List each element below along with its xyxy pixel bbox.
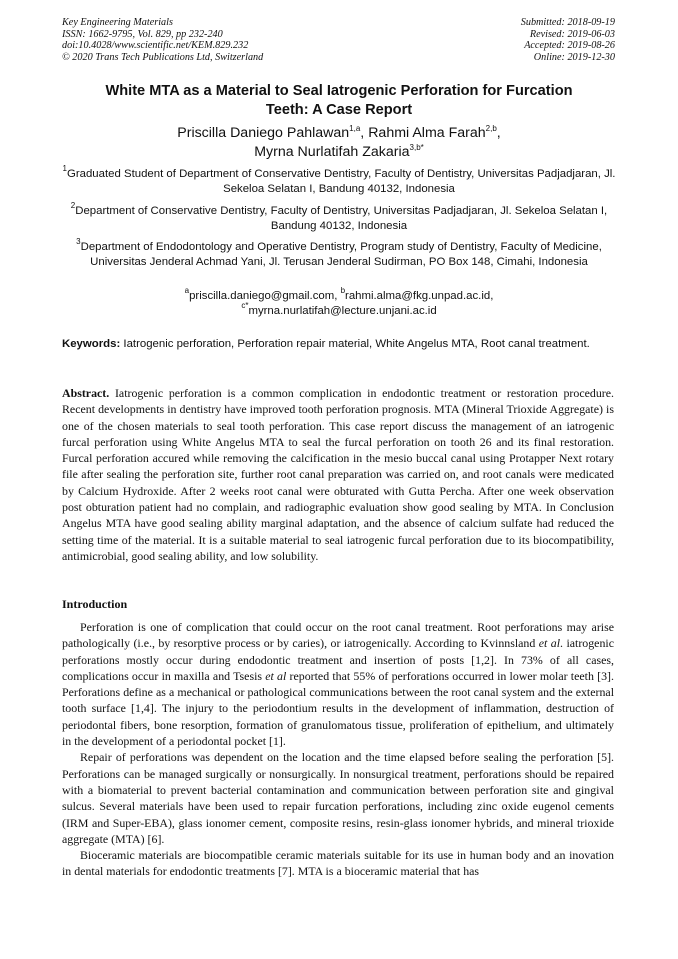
email-marker: b — [340, 286, 346, 295]
section-heading-introduction: Introduction — [62, 597, 128, 611]
email-line-2 — [62, 301, 616, 319]
date-revised: Revised: 2019-06-03 — [529, 28, 615, 40]
italic-text: et al — [538, 636, 561, 651]
author-emails — [62, 286, 616, 319]
affiliation-1 — [62, 164, 616, 197]
author-2-affil: 2,b — [485, 124, 497, 133]
keywords-text: Iatrogenic perforation, Perforation repair material, White Angelus MTA, Root canal treatment. — [120, 338, 590, 350]
date-accepted: Accepted: 2019-08-26 — [524, 40, 615, 52]
author-list — [62, 124, 616, 161]
author-3-affil: 3,b* — [409, 142, 424, 152]
affiliation-3 — [62, 237, 616, 270]
keywords-label: Keywords: — [62, 338, 121, 350]
affiliation-marker: 1 — [62, 164, 67, 173]
author-3: Myrna Nurlatifah Zakaria — [254, 143, 410, 160]
title-line-2: Teeth: A Case Report — [265, 101, 413, 118]
author-2: Rahmi Alma Farah — [368, 125, 486, 141]
italic-text: et al — [265, 668, 287, 683]
email-a: priscilla.daniego@gmail.com, — [189, 290, 341, 302]
paragraph-text: . iatrogenic perforations mostly occur during endodontic treatment and insertion of posts [1,2]. In 73% of all cases, complications occur in maxilla and Tsesis — [62, 636, 614, 683]
keywords — [62, 337, 614, 353]
affiliation-marker: 3 — [76, 237, 81, 246]
introduction-body — [62, 619, 614, 880]
paragraph-text: reported that 55% of perforations occurred in lower molar teeth [3]. Perforations define as a mechanical or pathological communications between the root canal system and the external tooth surface [1,4]. The injury to the periodontium results in the development of inflammation, destruction of periodontal fibers, bone resorption, formation of granulomatous tissue, proliferation of epithelium, and ultimately in the development of a periodontal pocket [1]. — [62, 668, 614, 749]
email-line-1 — [62, 286, 616, 304]
author-separator: , — [360, 125, 369, 141]
email-marker: a — [184, 286, 190, 295]
author-separator: , — [496, 125, 501, 141]
paper-title — [62, 82, 616, 119]
paragraph: Repair of perforations was dependent on the location and the time elapsed before sealing the perforation [5]. Perforations can be managed surgically or nonsurgically. In nonsurgical treatment, perforations should be repaired with a biomaterial to prevent bacterial contamination and communication between perforation site and gingival sulcus. Several materials have been used to repair furcation perforations, including zinc oxide eugenol cements (IRM and Super-EBA), glass ionomer cement, composite resins, resin-glass ionomer hybrids, and mineral trioxide aggregate (MTA) [6]. — [62, 750, 614, 846]
email-marker: c* — [241, 301, 249, 310]
affiliation-text: Department of Conservative Dentistry, Faculty of Dentistry, Universitas Padjadjaran, Jl. Sekeloa Selatan I, Bandung 40132, Indonesia — [75, 205, 608, 232]
abstract — [62, 385, 614, 564]
paragraph — [62, 619, 614, 749]
publication-dates — [521, 17, 615, 63]
email-c: myrna.nurlatifah@lecture.unjani.ac.id — [248, 305, 437, 317]
author-line-2 — [62, 143, 616, 162]
affiliation-text: Department of Endodontology and Operative Dentistry, Program study of Dentistry, Faculty of Medicine, Universitas Jenderal Achmad Yani, Jl. Terusan Jenderal Sudirman, PO Box 148, Cimahi, Indonesia — [80, 241, 602, 268]
affiliation-marker: 2 — [70, 201, 76, 210]
abstract-label: Abstract. — [62, 386, 110, 400]
paragraph: Bioceramic materials are biocompatible ceramic materials suitable for its use in human body and an inovation in dental materials for endodontic treatments [7]. MTA is a bioceramic material that has — [62, 848, 614, 879]
paragraph-text: Perforation is one of complication that could occur on the root canal treatment. Root perforations may arise pathologically (i.e., by resorptive process or by caries), or iatrogenically. According to Kvinnsland — [62, 620, 614, 651]
date-submitted: Submitted: 2018-09-19 — [520, 17, 615, 28]
affiliation-text: Graduated Student of Department of Conservative Dentistry, Faculty of Dentistry, Universitas Padjadjaran, Jl. Sekeloa Selatan I, Bandung 40132, Indonesia — [66, 168, 616, 195]
author-1-affil: 1,a — [349, 124, 361, 133]
author-line-1 — [62, 124, 616, 143]
author-1: Priscilla Daniego Pahlawan — [177, 125, 350, 141]
abstract-text: Iatrogenic perforation is a common complication in endodontic treatment or restoration procedure. Recent developments in dentistry have improved tooth perforation prognosis. MTA (Mineral Trioxide Aggregate) is one of the chosen materials to seal tooth perforation. This case report discuss the management of an iatrogenic furcal perforation using White Angelus MTA to seal the furcal perforation on tooth 26 and its final restoration. Furcal perforation accured while removing the calcification in the mesio buccal canal using Protapper Next rotary file after sealing the perforation site, further root canal preparation was carried on, and root canals were medicated by Calcium Hydroxide. After 2 weeks root canal were obturated with Gutta Percha. After one week observation post obturation patient had no complain, and radiographic evaluation show good sealing by MTA. In Conclusion Angelus MTA have good sealing ability marginal adaptation, and the absence of calcium sulfate had reduced the setting time of the material. It is a suitable material to seal iatrogenic furcal perforation due to its biocompatibility, antimicrobial, good sealing ability, and low solubility. — [62, 386, 614, 563]
date-online: Online: 2019-12-30 — [533, 51, 615, 63]
email-b: rahmi.alma@fkg.unpad.ac.id, — [345, 290, 494, 302]
journal-info — [62, 17, 263, 63]
title-line-1: White MTA as a Material to Seal Iatrogenic Perforation for Furcation — [105, 83, 573, 99]
journal-doi: doi:10.4028/www.scientific.net/KEM.829.232 — [62, 40, 249, 52]
journal-name: Key Engineering Materials — [62, 17, 173, 28]
journal-issn: ISSN: 1662-9795, Vol. 829, pp 232-240 — [62, 28, 223, 40]
journal-copyright: © 2020 Trans Tech Publications Ltd, Switzerland — [62, 51, 264, 63]
affiliation-2 — [62, 201, 616, 234]
